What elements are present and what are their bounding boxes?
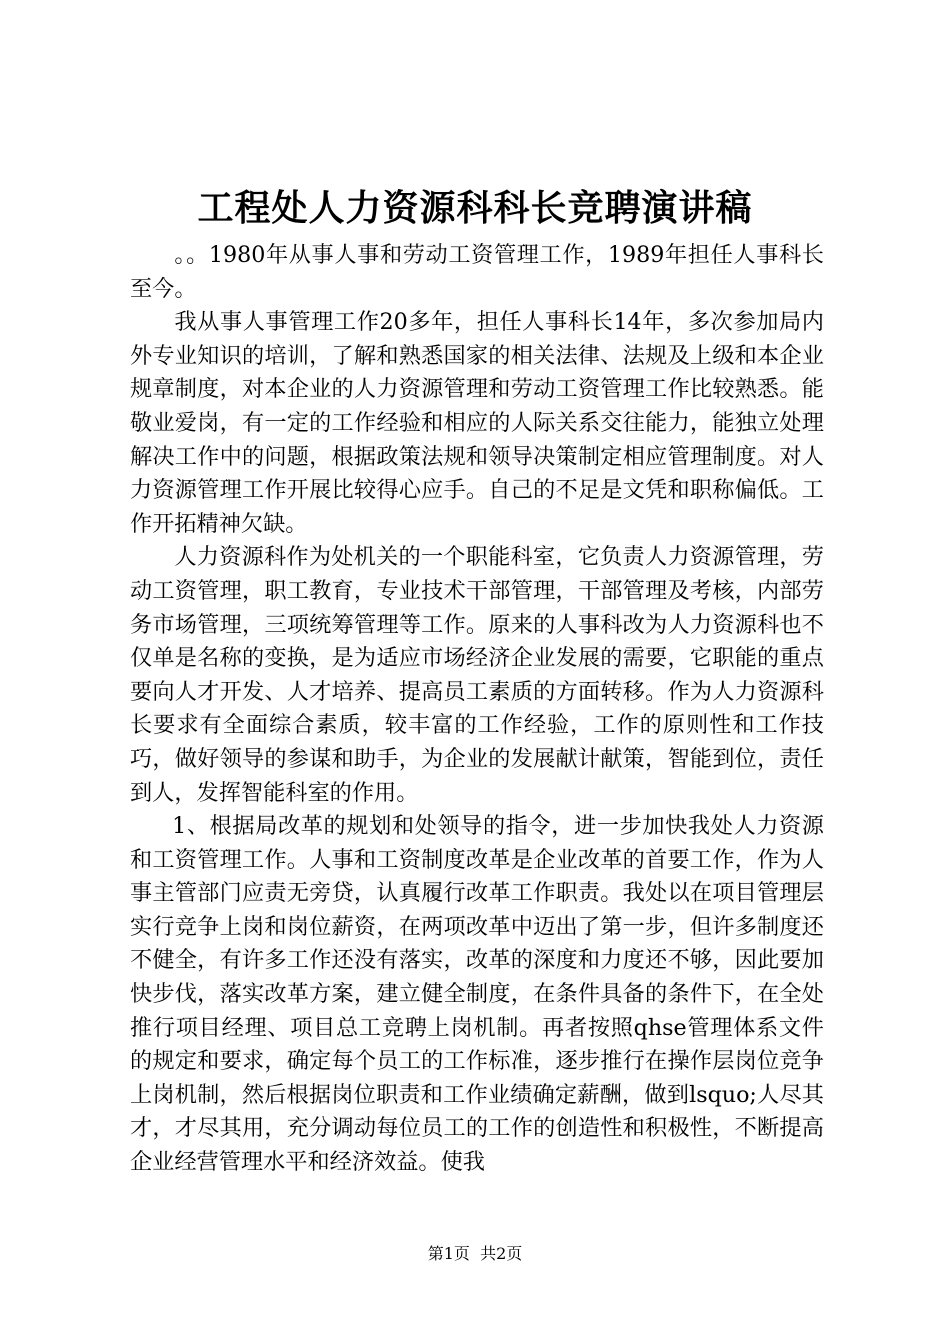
page-footer bbox=[0, 1243, 950, 1265]
paragraph-department-role: 人力资源科作为处机关的一个职能科室，它负责人力资源管理，劳动工资管理，职工教育，专业技术干部管理，干部管理及考核，内部劳务市场管理，三项统筹管理等工作。原来的人事科改为人力资源科也不仅单是名称的变换，是为适应市场经济企业发展的需要，它职能的重点要向人才开发、人才培养、提高员工素质的方面转移。作为人力资源科长要求有全面综合素质，较丰富的工作经验，工作的原则性和工作技巧，做好领导的参谋和助手，为企业的发展献计献策，智能到位，责任到人，发挥智能科室的作用。 bbox=[130, 544, 824, 806]
paragraph-experience: 我从事人事管理工作20多年，担任人事科长14年，多次参加局内外专业知识的培训，了解和熟悉国家的相关法律、法规及上级和本企业规章制度，对本企业的人力资源管理和劳动工资管理工作比较熟悉。能敬业爱岗，有一定的工作经验和相应的人际关系交往能力，能独立处理解决工作中的问题，根据政策法规和领导决策制定相应管理制度。对人力资源管理工作开展比较得心应手。自己的不足是文凭和职称偏低。工作开拓精神欠缺。 bbox=[130, 309, 824, 537]
document-body bbox=[130, 239, 824, 1180]
page-total: 共2页 bbox=[480, 1244, 523, 1263]
document-title: 工程处人力资源科科长竞聘演讲稿 bbox=[197, 187, 753, 229]
paragraph-plan-item-1: 1、根据局改革的规划和处领导的指令，进一步加快我处人力资源和工资管理工作。人事和工资制度改革是企业改革的首要工作，作为人事主管部门应责无旁贷，认真履行改革工作职责。我处以在项目管理层实行竞争上岗和岗位薪资，在两项改革中迈出了第一步，但许多制度还不健全，有许多工作还没有落实，改革的深度和力度还不够，因此要加快步伐，落实改革方案，建立健全制度，在条件具备的条件下，在全处推行项目经理、项目总工竞聘上岗机制。再者按照qhse管理体系文件的规定和要求，确定每个员工的工作标准，逐步推行在操作层岗位竞争上岗机制，然后根据岗位职责和工作业绩确定薪酬，做到lsquo;人尽其才，才尽其用，充分调动每位员工的工作的创造性和积极性，不断提高企业经营管理水平和经济效益。使我 bbox=[130, 813, 824, 1176]
page-number: 第1页 bbox=[427, 1244, 470, 1263]
paragraph-intro: 。。1980年从事人事和劳动工资管理工作，1989年担任人事科长至今。 bbox=[130, 242, 824, 302]
